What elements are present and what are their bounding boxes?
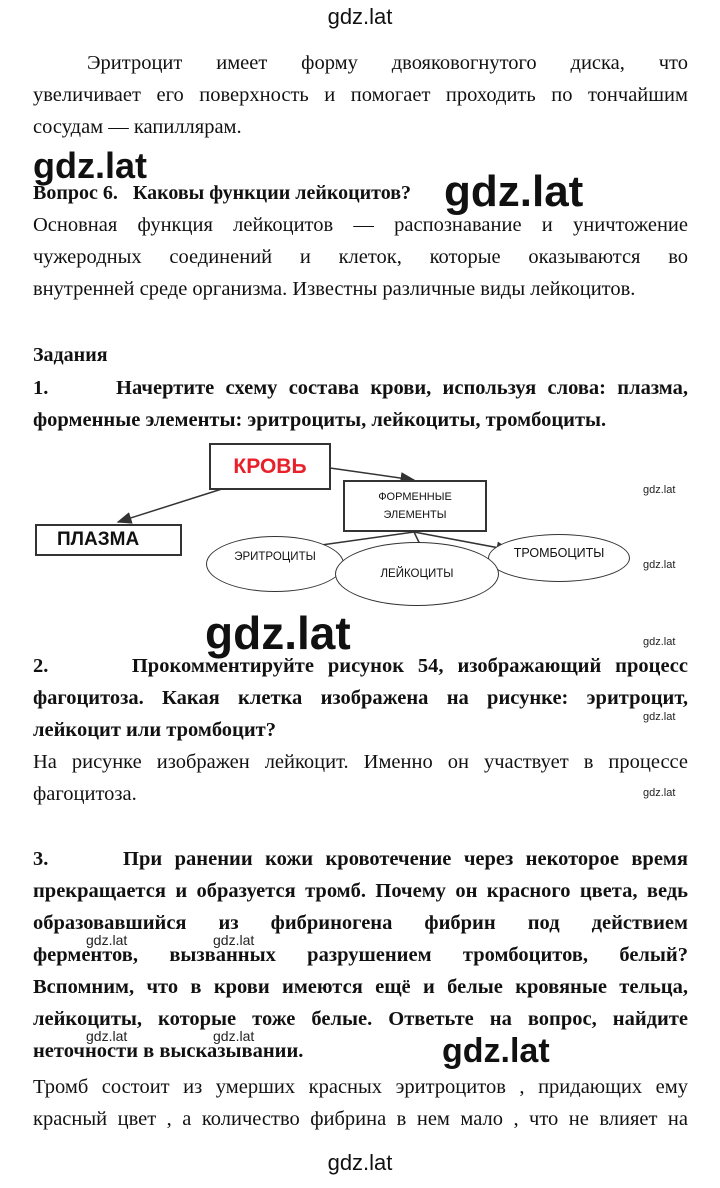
plasma-box: ПЛАЗМА (35, 524, 182, 556)
task-1-text (33, 372, 688, 436)
header-watermark: gdz.lat (327, 4, 393, 29)
task-3-answer (33, 1071, 688, 1135)
task-3-line-1: 3. При ранении кожи кровотечение через некоторое время (33, 848, 688, 870)
task-2-answer-line-2: фагоцитоза. (33, 783, 137, 805)
watermark-small-5: gdz.lat (643, 787, 676, 799)
task-2-line-3: лейкоцит или тромбоцит? (33, 719, 276, 741)
leukocytes-ellipse: ЛЕЙКОЦИТЫ (335, 542, 499, 606)
task-2-answer-line-1: На рисунке изображен лейкоцит. Именно он участвует в процессе (33, 751, 688, 773)
task-3-line-5: Вспомним, что в крови имеются ещё и белые кровяные тельца, (33, 976, 688, 998)
watermark-medium-2: gdz.lat (213, 932, 255, 948)
watermark-big-4: gdz.lat (442, 1032, 550, 1070)
task-3-line-6: лейкоциты, которые тоже белые. Ответьте на вопрос, найдите (33, 1008, 688, 1030)
watermark-small-1: gdz.lat (643, 484, 676, 496)
watermark-medium-4: gdz.lat (213, 1028, 255, 1044)
erythrocytes-ellipse: ЭРИТРОЦИТЫ (206, 536, 344, 592)
task-3-line-3: образовавшийся из фибриногена фибрин под действием (33, 912, 688, 934)
formed-elements-line-1: ФОРМЕННЫЕ (378, 491, 452, 503)
task-2-answer (33, 746, 688, 810)
platelets-ellipse: ТРОМБОЦИТЫ (488, 534, 630, 582)
task-3-answer-line-1: Тромб состоит из умерших красных эритроцитов , придающих ему (33, 1076, 688, 1098)
formed-elements-box (343, 480, 487, 532)
intro-paragraph (33, 47, 688, 143)
intro-line-2: увеличивает его поверхность и помогает проходить по тончайшим (33, 84, 688, 106)
blood-box: КРОВЬ (209, 443, 331, 490)
watermark-big-1: gdz.lat (33, 145, 147, 186)
watermark-small-4: gdz.lat (643, 711, 676, 723)
task-2-text (33, 650, 688, 746)
tasks-heading: Задания (33, 344, 108, 366)
task-3-line-2: прекращается и образуется тромб. Почему он красного цвета, ведь (33, 880, 688, 902)
task-3-text (33, 843, 688, 1070)
task-1-line-2: форменные элементы: эритроциты, лейкоциты, тромбоциты. (33, 409, 607, 431)
formed-elements-line-2: ЭЛЕМЕНТЫ (383, 509, 447, 521)
question-6-heading: Вопрос 6. Каковы функции лейкоцитов? (33, 182, 412, 204)
task-2-line-1: 2. Прокомментируйте рисунок 54, изображающий процесс (33, 655, 688, 677)
watermark-big-3: gdz.lat (205, 607, 351, 659)
watermark-small-3: gdz.lat (643, 636, 676, 648)
watermark-medium-3: gdz.lat (86, 1028, 128, 1044)
footer-watermark: gdz.lat (327, 1150, 393, 1175)
task-1-line-1: 1. Начертите схему состава крови, используя слова: плазма, (33, 377, 688, 399)
task-2-line-2: фагоцитоза. Какая клетка изображена на рисунке: эритроцит, (33, 687, 688, 709)
task-3-answer-line-2: красный цвет , а количество фибрина в нем мало , что не влияет на (33, 1108, 688, 1130)
question-6-answer (33, 209, 688, 305)
q6-line-1: Основная функция лейкоцитов — распознавание и уничтожение (33, 214, 688, 236)
task-3-line-7: неточности в высказывании. (33, 1040, 304, 1062)
intro-line-3: сосудам — капиллярам. (33, 116, 242, 138)
task-3-line-4: ферментов, вызванных разрушением тромбоцитов, белый? (33, 944, 688, 966)
q6-line-3: внутренней среде организма. Известны различные виды лейкоцитов. (33, 278, 636, 300)
intro-line-1: Эритроцит имеет форму двояковогнутого диска, что (87, 52, 688, 74)
watermark-small-2: gdz.lat (643, 559, 676, 571)
q6-line-2: чужеродных соединений и клеток, которые оказываются во (33, 246, 688, 268)
blood-composition-diagram (0, 440, 720, 610)
watermark-big-2: gdz.lat (444, 167, 584, 216)
watermark-medium-1: gdz.lat (86, 932, 128, 948)
